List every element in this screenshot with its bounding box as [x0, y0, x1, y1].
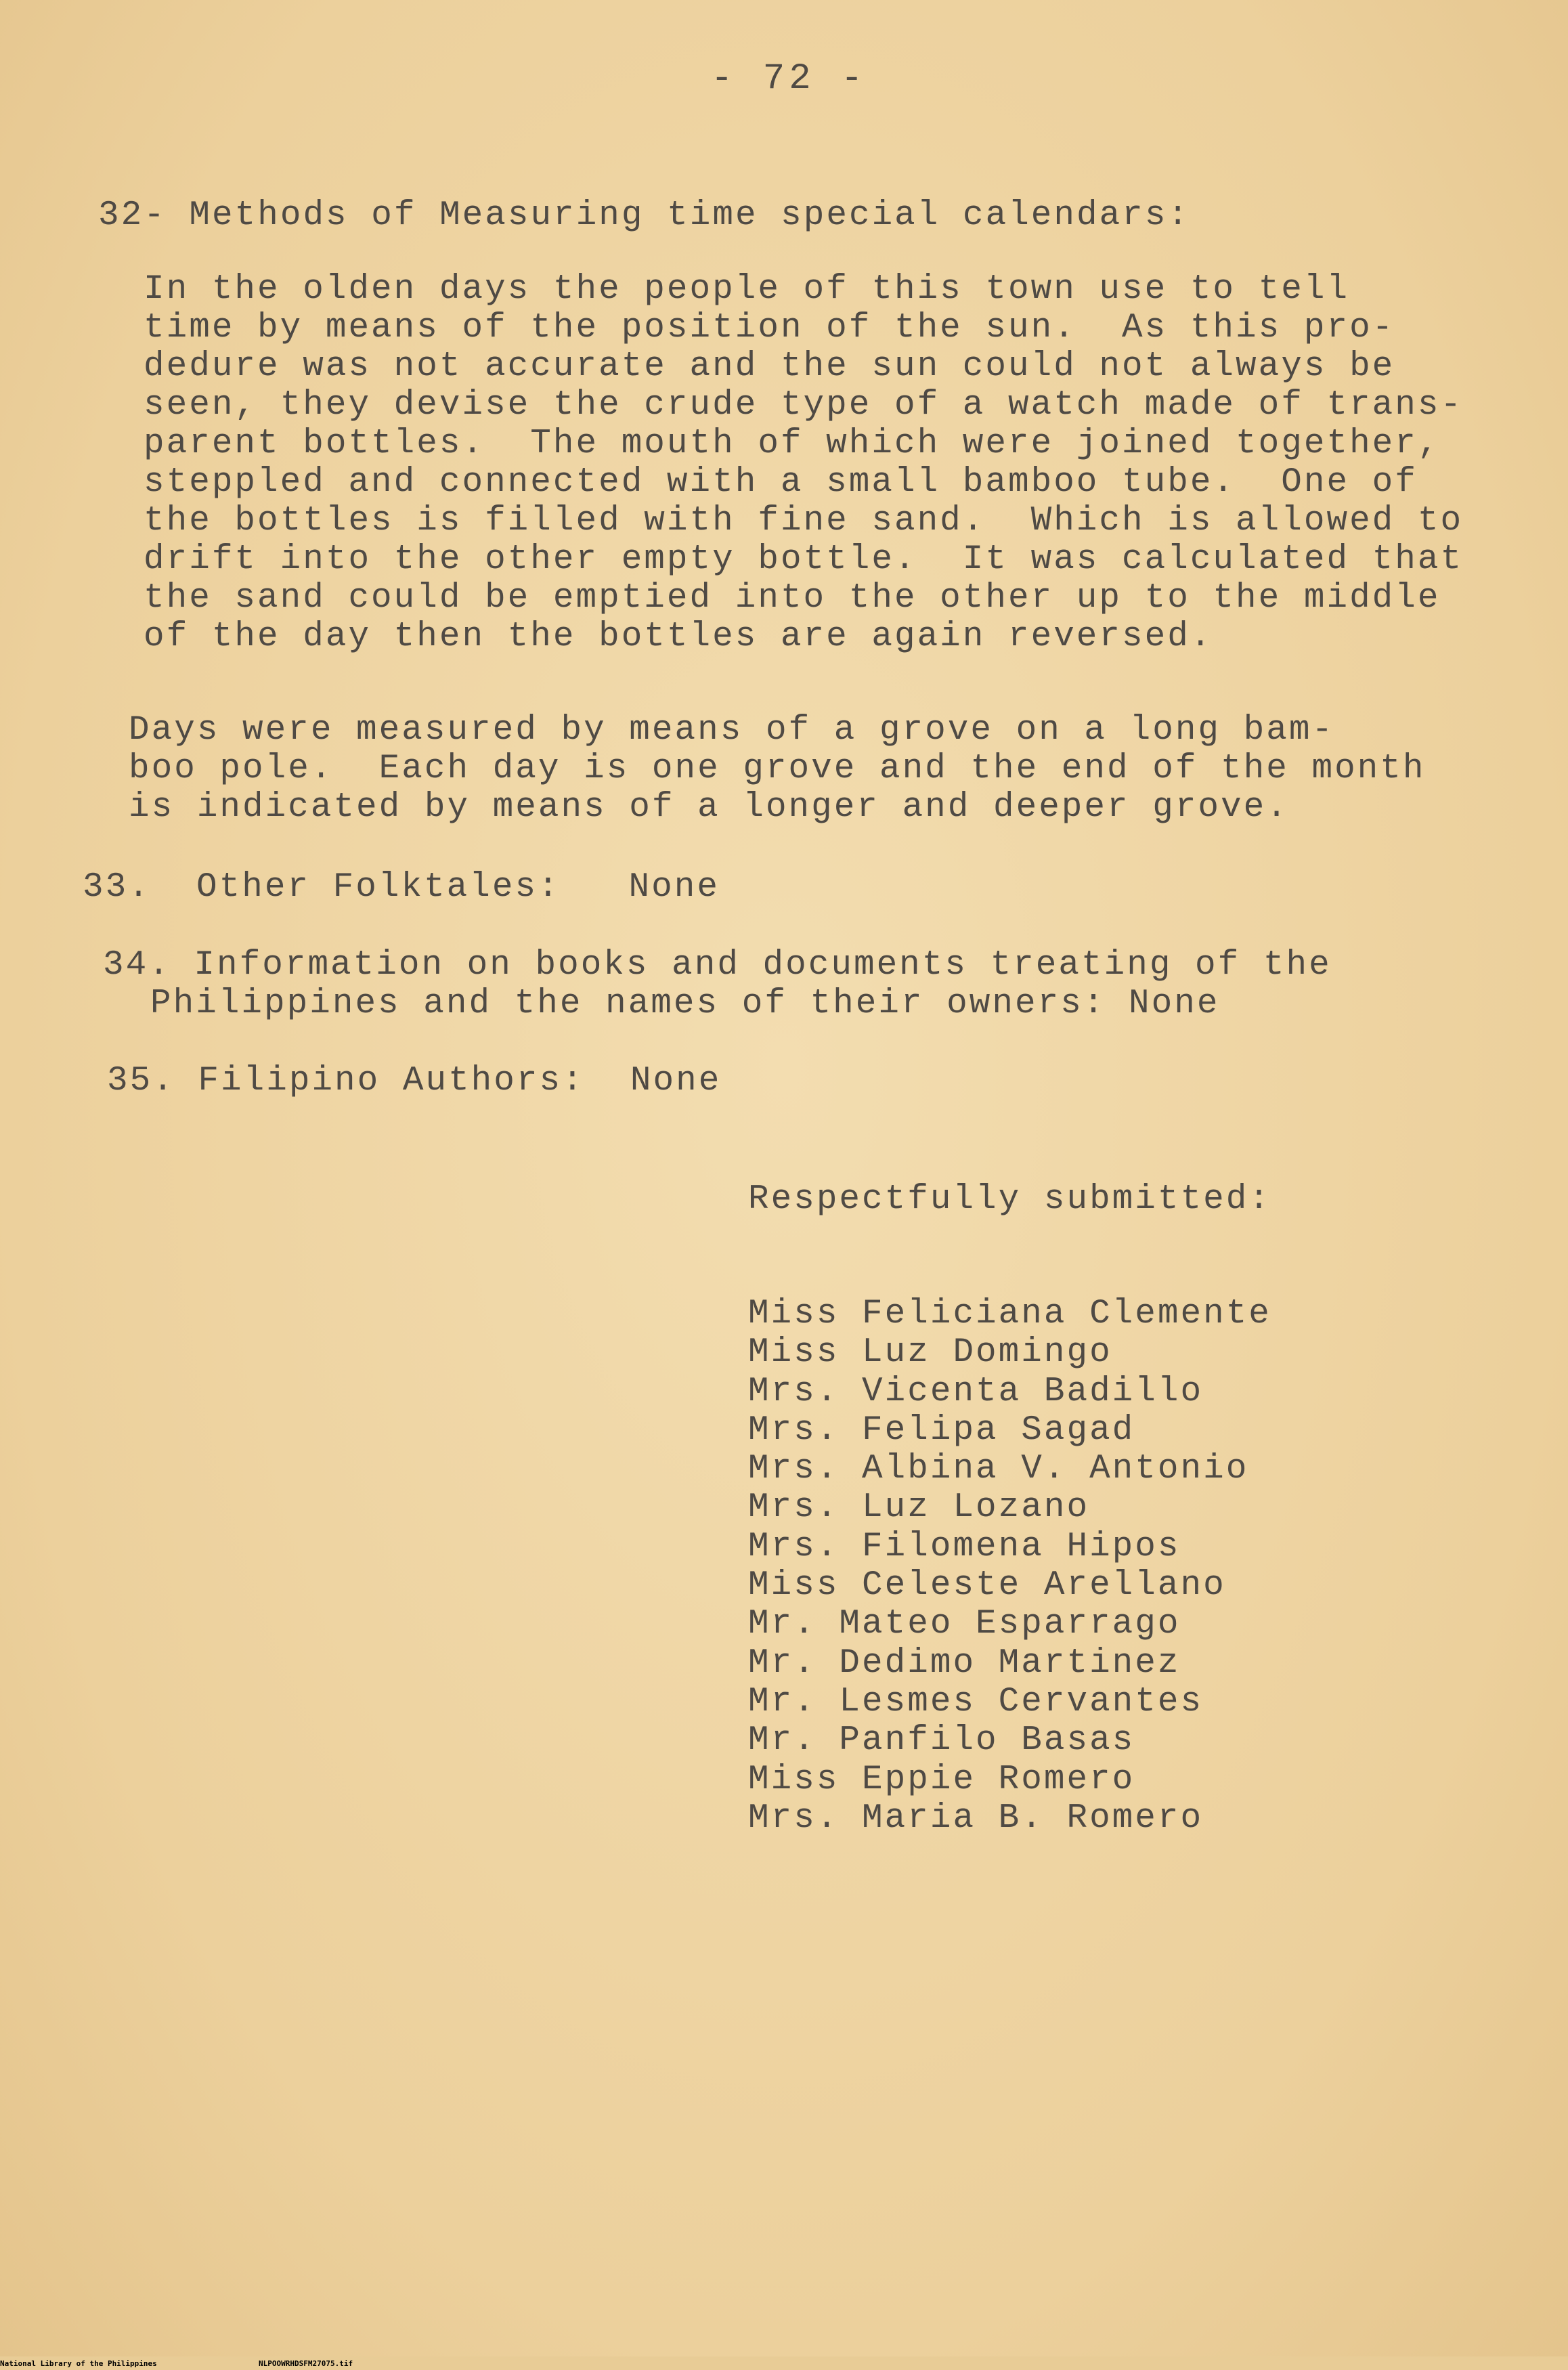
section-34-line: Philippines and the names of their owners: None: [150, 985, 1220, 1023]
paragraph-line: Days were measured by means of a grove on a long bam-: [129, 711, 1335, 750]
paragraph-line: the bottles is filled with fine sand. Which is allowed to: [144, 502, 1464, 540]
section-34: [103, 946, 1332, 1023]
page-number: - 72 -: [711, 58, 867, 100]
signatory-name: Mrs. Luz Lozano: [748, 1488, 1090, 1528]
signatory-name: Mr. Lesmes Cervantes: [748, 1682, 1204, 1721]
paragraph-line: the sand could be emptied into the other up to the middle: [144, 579, 1441, 618]
signatory-name: Mrs. Felipa Sagad: [748, 1410, 1135, 1450]
signatory-name: Miss Eppie Romero: [748, 1760, 1135, 1799]
signatory-name: Miss Celeste Arellano: [748, 1566, 1226, 1606]
section-32-heading: 32- Methods of Measuring time special calendars:: [98, 196, 1191, 235]
paragraph-line: time by means of the position of the sun. As this pro-: [144, 309, 1395, 347]
section-32-paragraph-2: [129, 711, 1425, 827]
paragraph-line: steppled and connected with a small bamboo tube. One of: [144, 463, 1418, 502]
paragraph-line: boo pole. Each day is one grove and the end of the month: [129, 750, 1426, 788]
paragraph-line: dedure was not accurate and the sun could not always be: [144, 347, 1395, 386]
paragraph-line: parent bottles. The mouth of which were joined together,: [144, 425, 1441, 463]
signatory-name: Miss Luz Domingo: [748, 1333, 1112, 1373]
signatory-name: Mr. Dedimo Martinez: [748, 1643, 1181, 1683]
signatory-list: [748, 1295, 1271, 1838]
signatory-name: Mrs. Maria B. Romero: [748, 1798, 1204, 1838]
closing-line: Respectfully submitted:: [748, 1180, 1271, 1219]
footer-library-credit: National Library of the Philippines: [0, 2359, 157, 2368]
signatory-name: Mr. Mateo Esparrago: [748, 1605, 1181, 1644]
signatory-name: Miss Feliciana Clemente: [748, 1295, 1271, 1333]
paragraph-line: of the day then the bottles are again reversed.: [144, 618, 1213, 656]
footer-bar: [0, 2356, 1568, 2370]
section-32-paragraph-1: [144, 270, 1463, 656]
paragraph-line: drift into the other empty bottle. It was calculated that: [144, 540, 1464, 579]
paragraph-line: In the olden days the people of this town use to tell: [144, 270, 1350, 309]
signatory-name: Mrs. Vicenta Badillo: [748, 1372, 1204, 1411]
signatory-name: Mr. Panfilo Basas: [748, 1721, 1135, 1761]
section-33: 33. Other Folktales: None: [83, 868, 720, 907]
footer-file-name: NLPOOWRHDSFM27075.tif: [259, 2359, 353, 2368]
signatory-name: Mrs. Albina V. Antonio: [748, 1450, 1249, 1489]
signatory-name: Mrs. Filomena Hipos: [748, 1527, 1181, 1566]
section-34-line: 34. Information on books and documents treating of the: [103, 946, 1332, 985]
section-35: 35. Filipino Authors: None: [107, 1062, 722, 1100]
paragraph-line: seen, they devise the crude type of a watch made of trans-: [144, 386, 1464, 425]
paragraph-line: is indicated by means of a longer and deeper grove.: [129, 788, 1289, 827]
